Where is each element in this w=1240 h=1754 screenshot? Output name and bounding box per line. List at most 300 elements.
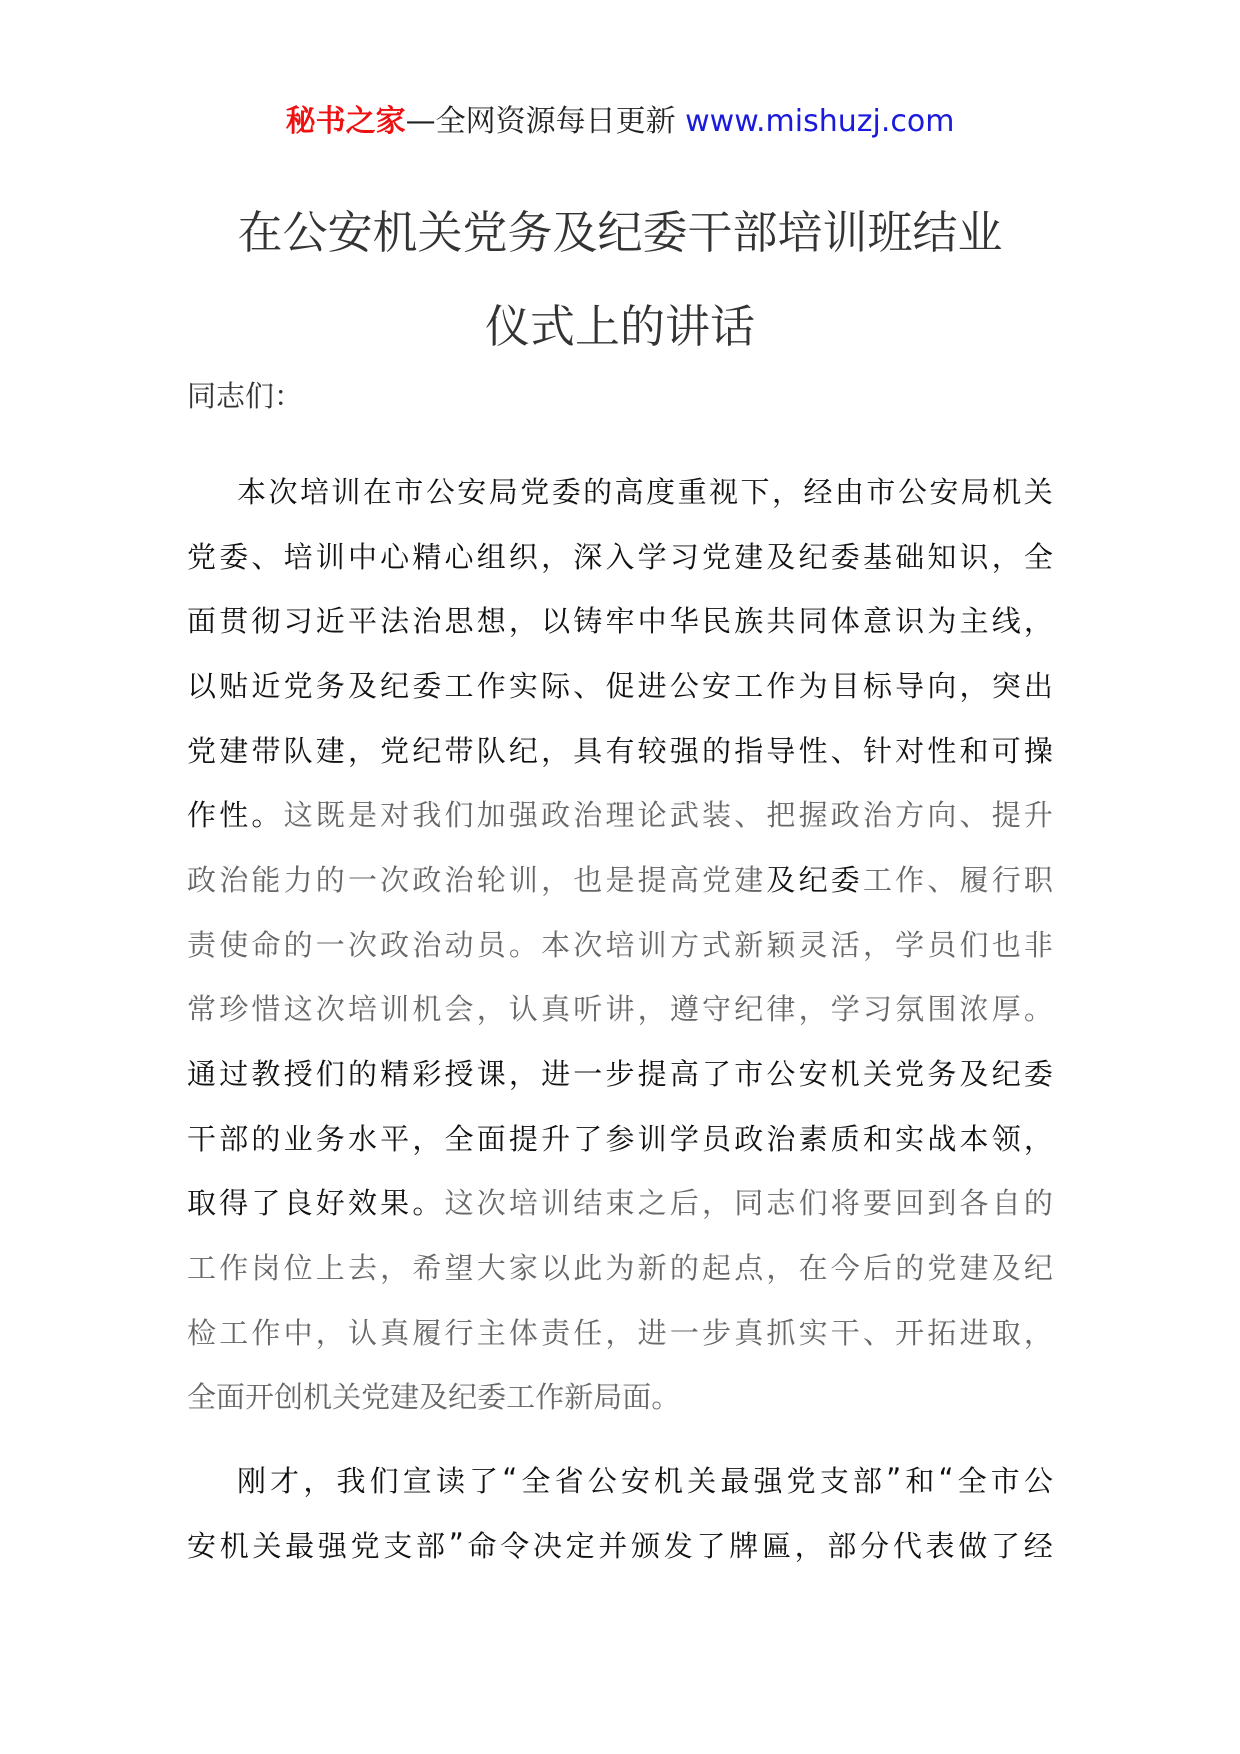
text-char: 党	[927, 1251, 957, 1286]
text-char: 一	[573, 1057, 603, 1092]
text-char: 起	[702, 1251, 732, 1286]
text-char: 了	[469, 1463, 499, 1498]
text-char: 家	[508, 1251, 538, 1286]
text-char: ，	[991, 539, 1021, 574]
paragraph-1	[187, 458, 1053, 1428]
text-char: 开	[245, 1380, 275, 1415]
text-char: 分	[860, 1528, 890, 1563]
text-char: ，	[315, 1315, 345, 1350]
paragraph-2	[187, 1447, 1053, 1576]
text-char: 以	[541, 604, 571, 639]
text-char: ，	[798, 992, 828, 1027]
text-char: 一	[347, 862, 377, 897]
text-line	[187, 458, 1053, 523]
text-char: 的	[347, 1057, 377, 1092]
document-title-line-1: 在公安机关党务及纪委干部培训班结业	[237, 206, 1003, 259]
text-char: 实	[508, 668, 538, 703]
text-char: 工	[219, 1315, 249, 1350]
text-char: 目	[830, 668, 860, 703]
text-char: 机	[303, 1380, 333, 1415]
text-char: 取	[991, 1315, 1021, 1350]
text-char: 抓	[766, 1315, 796, 1350]
text-char: 队	[283, 733, 313, 768]
text-char: 彩	[412, 1057, 442, 1092]
text-char: 定	[565, 1528, 595, 1563]
text-char: 履	[959, 862, 989, 897]
text-line	[187, 587, 1053, 652]
text-char: 面	[187, 604, 217, 639]
text-char: 和	[905, 1463, 935, 1498]
text-char: 学	[669, 1121, 699, 1156]
text-char: 同	[734, 1186, 764, 1221]
text-char: 组	[476, 539, 506, 574]
text-char: 学	[895, 927, 925, 962]
text-char: 性	[798, 733, 828, 768]
text-char: 习	[669, 539, 699, 574]
text-char: 务	[927, 1057, 957, 1092]
text-char: 突	[991, 668, 1021, 703]
text-char: 标	[862, 668, 892, 703]
text-char: 安	[187, 1528, 217, 1563]
text-char: 面	[216, 1380, 246, 1415]
text-char: 。	[251, 798, 281, 833]
text-char: 华	[669, 604, 699, 639]
text-line	[187, 1170, 1053, 1235]
text-char: 体	[830, 604, 860, 639]
text-char: 公	[669, 668, 699, 703]
text-char: 升	[1023, 798, 1053, 833]
text-char: 后	[669, 1186, 699, 1221]
text-char: 履	[412, 1315, 442, 1350]
text-char: 我	[412, 798, 442, 833]
text-char: 安	[620, 1463, 650, 1498]
text-char: 党	[520, 474, 550, 509]
text-char: 训	[331, 474, 361, 509]
text-char: 做	[958, 1528, 988, 1563]
text-char: 和	[959, 733, 989, 768]
text-char: 是	[605, 862, 635, 897]
text-char: 建	[734, 862, 764, 897]
text-char: 新	[637, 1251, 667, 1286]
text-char: 并	[598, 1528, 628, 1563]
text-char: 为	[605, 1251, 635, 1286]
text-char: 新	[564, 1380, 594, 1415]
text-char: 民	[702, 604, 732, 639]
text-char: 培	[605, 927, 635, 962]
text-char: 果	[380, 1186, 410, 1221]
text-char: 机	[219, 1528, 249, 1563]
text-char: 过	[219, 1057, 249, 1092]
text-char: 才	[270, 1463, 300, 1498]
text-char: 步	[702, 1315, 732, 1350]
text-char: 我	[336, 1463, 366, 1498]
text-char: 铸	[573, 604, 603, 639]
text-char: 共	[766, 604, 796, 639]
text-char: 提	[637, 862, 667, 897]
site-header	[0, 100, 1240, 144]
text-char: 战	[927, 1121, 957, 1156]
text-line	[187, 1364, 1053, 1429]
text-char: 培	[508, 1186, 538, 1221]
text-char: 行	[991, 862, 1021, 897]
header-slogan: —全网资源每日更新	[405, 104, 676, 139]
text-char: 在	[362, 474, 392, 509]
text-line	[187, 1040, 1053, 1105]
text-char: ，	[303, 1463, 333, 1498]
text-char: 治	[862, 798, 892, 833]
text-char: 灵	[798, 927, 828, 962]
text-char: 也	[573, 862, 603, 897]
text-char: 重	[677, 474, 707, 509]
text-char: 员	[927, 927, 957, 962]
text-char: 责	[187, 927, 217, 962]
text-char: 次	[476, 1186, 506, 1221]
text-char: 提	[637, 1057, 667, 1092]
text-char: 党	[361, 1380, 391, 1415]
text-char: 对	[895, 733, 925, 768]
text-char: 党	[380, 733, 410, 768]
text-char: 公	[587, 1463, 617, 1498]
text-char: 机	[830, 1057, 860, 1092]
text-char: 真	[541, 992, 571, 1027]
text-char: 活	[830, 927, 860, 962]
text-char: 令	[500, 1528, 530, 1563]
text-char: 治	[412, 927, 442, 962]
text-char: ，	[508, 604, 538, 639]
text-char: 责	[541, 1315, 571, 1350]
text-char: 点	[734, 1251, 764, 1286]
text-char: ，	[605, 1315, 635, 1350]
text-char: 公	[425, 474, 455, 509]
text-char: 机	[654, 1463, 684, 1498]
text-char: 今	[830, 1251, 860, 1286]
text-char: 授	[444, 1057, 474, 1092]
text-char: 建	[959, 1251, 989, 1286]
text-char: 平	[347, 604, 377, 639]
text-char: 氛	[895, 992, 925, 1027]
text-char: 方	[669, 927, 699, 962]
text-char: 一	[669, 1315, 699, 1350]
text-char: 贯	[219, 604, 249, 639]
text-char: 训	[315, 539, 345, 574]
text-char: 式	[702, 927, 732, 962]
text-char: 局	[960, 474, 990, 509]
text-char: 力	[283, 862, 313, 897]
text-char: 培	[347, 992, 377, 1027]
text-char: 主	[959, 604, 989, 639]
text-char: 党	[187, 733, 217, 768]
text-char: 回	[895, 1186, 925, 1221]
text-line	[187, 1299, 1053, 1364]
site-url-link[interactable]: www.mishuzj.com	[685, 104, 955, 139]
text-char: 参	[605, 1121, 635, 1156]
text-char: 本	[541, 927, 571, 962]
text-char: 最	[720, 1463, 750, 1498]
text-line	[187, 523, 1053, 588]
text-char: 强	[669, 733, 699, 768]
text-char: 拓	[927, 1315, 957, 1350]
text-char: 们	[798, 1186, 828, 1221]
text-char: 、	[251, 539, 281, 574]
text-char: 、	[573, 668, 603, 703]
text-char: 强	[317, 1528, 347, 1563]
text-char: 习	[283, 604, 313, 639]
text-char: 务	[315, 1121, 345, 1156]
text-char: ，	[541, 539, 571, 574]
text-char: 最	[285, 1528, 315, 1563]
text-char: 真	[734, 1315, 764, 1350]
text-char: 任	[573, 1315, 603, 1350]
text-char: 教	[251, 1057, 281, 1092]
text-char: 遵	[669, 992, 699, 1027]
text-char: 这	[283, 798, 313, 833]
text-char: 队	[476, 733, 506, 768]
text-char: 学	[830, 992, 860, 1027]
text-char: 族	[734, 604, 764, 639]
text-line	[187, 1234, 1053, 1299]
text-char: 非	[1023, 927, 1053, 962]
text-char: 政	[380, 927, 410, 962]
text-char: 作	[895, 862, 925, 897]
text-char: 面	[476, 1121, 506, 1156]
text-char: 心	[380, 539, 410, 574]
text-char: 认	[508, 992, 538, 1027]
text-char: 在	[798, 1251, 828, 1286]
text-line	[187, 846, 1053, 911]
text-char: 得	[219, 1186, 249, 1221]
text-char: 委	[1023, 1057, 1053, 1092]
text-char: 党	[187, 539, 217, 574]
text-char: 较	[637, 733, 667, 768]
text-char: 代	[892, 1528, 922, 1563]
text-char: 惜	[251, 992, 281, 1027]
text-char: 法	[380, 604, 410, 639]
text-char: 及	[347, 668, 377, 703]
text-char: 了	[990, 1528, 1020, 1563]
text-char: 全	[521, 1463, 551, 1498]
text-char: 真	[380, 1315, 410, 1350]
text-char: 及	[419, 1380, 449, 1415]
text-char: 机	[992, 474, 1022, 509]
text-char: 常	[187, 992, 217, 1027]
text-char: 机	[412, 992, 442, 1027]
text-char: 是	[347, 798, 377, 833]
text-char: ，	[476, 992, 506, 1027]
text-char: 束	[605, 1186, 635, 1221]
text-char: 及	[959, 1057, 989, 1092]
text-char: 。	[412, 1186, 442, 1221]
text-char: 升	[541, 1121, 571, 1156]
text-char: 关	[862, 1057, 892, 1092]
text-char: 委	[830, 862, 860, 897]
text-char: 通	[187, 1057, 217, 1092]
text-char: 、	[862, 1315, 892, 1350]
text-line	[187, 1447, 1053, 1512]
text-char: 培	[299, 474, 329, 509]
text-char: 性	[927, 733, 957, 768]
text-char: 开	[895, 1315, 925, 1350]
text-char: 视	[709, 474, 739, 509]
text-char: 作	[187, 798, 217, 833]
text-char: 市	[866, 474, 896, 509]
text-char: 武	[669, 798, 699, 833]
text-char: 大	[476, 1251, 506, 1286]
text-char: 向	[927, 668, 957, 703]
text-char: 安	[929, 474, 959, 509]
text-char: 委	[477, 1380, 507, 1415]
text-char: 水	[347, 1121, 377, 1156]
text-char: 公	[766, 1057, 796, 1092]
text-char: 的	[895, 1251, 925, 1286]
text-char: 线	[991, 604, 1021, 639]
text-char: 党	[895, 1057, 925, 1092]
text-char: 把	[766, 798, 796, 833]
text-char: ，	[541, 862, 571, 897]
text-char: 委	[219, 539, 249, 574]
text-char: 牌	[729, 1528, 759, 1563]
text-char: 针	[862, 733, 892, 768]
text-char: 后	[862, 1251, 892, 1286]
text-char: 全	[1023, 539, 1053, 574]
text-char: 、	[959, 798, 989, 833]
text-char: 建	[219, 733, 249, 768]
brand-name: 秘书之家	[285, 104, 406, 139]
text-char: 纪	[380, 668, 410, 703]
text-line	[187, 717, 1053, 782]
text-char: 党	[283, 668, 313, 703]
text-char: 、	[830, 733, 860, 768]
text-char: 可	[991, 733, 1021, 768]
text-char: 素	[798, 1121, 828, 1156]
text-char: 近	[251, 668, 281, 703]
text-char: 带	[251, 733, 281, 768]
text-char: 的	[1023, 1186, 1053, 1221]
text-char: 部	[827, 1528, 857, 1563]
text-char: ，	[637, 992, 667, 1027]
text-char: 论	[637, 798, 667, 833]
text-char: 听	[573, 992, 603, 1027]
text-char: 关	[332, 1380, 362, 1415]
text-char: 作	[219, 1251, 249, 1286]
text-char: 行	[444, 1315, 474, 1350]
text-char: 职	[1023, 862, 1053, 897]
text-char: 能	[251, 862, 281, 897]
text-char: ，	[702, 1186, 732, 1221]
text-char: 纪	[734, 992, 764, 1027]
text-char: 安	[702, 668, 732, 703]
text-char: 政	[187, 862, 217, 897]
document-title-line-2: 仪式上的讲话	[484, 300, 755, 353]
text-char: 政	[734, 1121, 764, 1156]
text-char: “	[502, 1462, 518, 1497]
text-char: 去	[347, 1251, 377, 1286]
text-char: 及	[766, 539, 796, 574]
text-char: 纪	[508, 733, 538, 768]
text-char: 厚	[991, 992, 1021, 1027]
text-char: 治	[412, 604, 442, 639]
text-char: 向	[927, 798, 957, 833]
text-char: 望	[444, 1251, 474, 1286]
text-char: 训	[380, 992, 410, 1027]
text-char: 加	[476, 798, 506, 833]
text-char: 浓	[959, 992, 989, 1027]
text-char: 训	[637, 1121, 667, 1156]
text-char: ，	[771, 474, 801, 509]
text-char: 经	[803, 474, 833, 509]
text-char: 作	[251, 1315, 281, 1350]
text-char: 这	[283, 992, 313, 1027]
text-char: 基	[862, 539, 892, 574]
text-char: 的	[251, 1121, 281, 1156]
text-char: 牢	[605, 604, 635, 639]
text-char: 自	[991, 1186, 1021, 1221]
text-char: 检	[187, 1315, 217, 1350]
text-char: 带	[444, 733, 474, 768]
text-char: 心	[444, 539, 474, 574]
text-char: 务	[315, 668, 345, 703]
text-char: 导	[766, 733, 796, 768]
text-char: 经	[1023, 1528, 1053, 1563]
text-char: 课	[476, 1057, 506, 1092]
text-char: ，	[1023, 1121, 1053, 1156]
text-char: 促	[605, 668, 635, 703]
text-char: 围	[927, 992, 957, 1027]
text-char: 的	[283, 927, 313, 962]
text-char: 强	[508, 798, 538, 833]
text-char: 体	[508, 1315, 538, 1350]
text-char: 员	[476, 927, 506, 962]
text-char: 公	[897, 474, 927, 509]
text-char: 匾	[761, 1528, 791, 1563]
text-char: ”	[448, 1527, 464, 1562]
text-char: 为	[798, 668, 828, 703]
text-char: 动	[444, 927, 474, 962]
text-char: 操	[1023, 733, 1053, 768]
text-char: 支	[819, 1463, 849, 1498]
text-char: 思	[444, 604, 474, 639]
text-char: 的	[583, 474, 613, 509]
text-char: 授	[283, 1057, 313, 1092]
text-char: 工	[444, 668, 474, 703]
text-char: 下	[740, 474, 770, 509]
text-char: 市	[734, 1057, 764, 1092]
text-char: 也	[991, 927, 1021, 962]
text-char: 政	[541, 798, 571, 833]
text-char: 有	[605, 733, 635, 768]
text-char: 导	[895, 668, 925, 703]
text-char: 进	[637, 668, 667, 703]
text-char: 工	[862, 862, 892, 897]
text-char: 出	[1023, 668, 1053, 703]
text-char: 纪	[1023, 1251, 1053, 1286]
text-char: 识	[959, 539, 989, 574]
text-char: 的	[669, 1251, 699, 1286]
text-char: 上	[315, 1251, 345, 1286]
text-char: 中	[283, 1315, 313, 1350]
text-char: 本	[959, 1121, 989, 1156]
text-char: 要	[862, 1186, 892, 1221]
text-char: 关	[1023, 474, 1053, 509]
text-char: 全	[187, 1380, 217, 1415]
text-char: 纪	[798, 862, 828, 897]
text-char: 作	[476, 668, 506, 703]
text-char: ，	[959, 668, 989, 703]
text-char: 了	[696, 1528, 726, 1563]
text-char: ，	[380, 1251, 410, 1286]
text-char: 全	[444, 1121, 474, 1156]
text-char: 命	[251, 927, 281, 962]
text-char: 此	[573, 1251, 603, 1286]
